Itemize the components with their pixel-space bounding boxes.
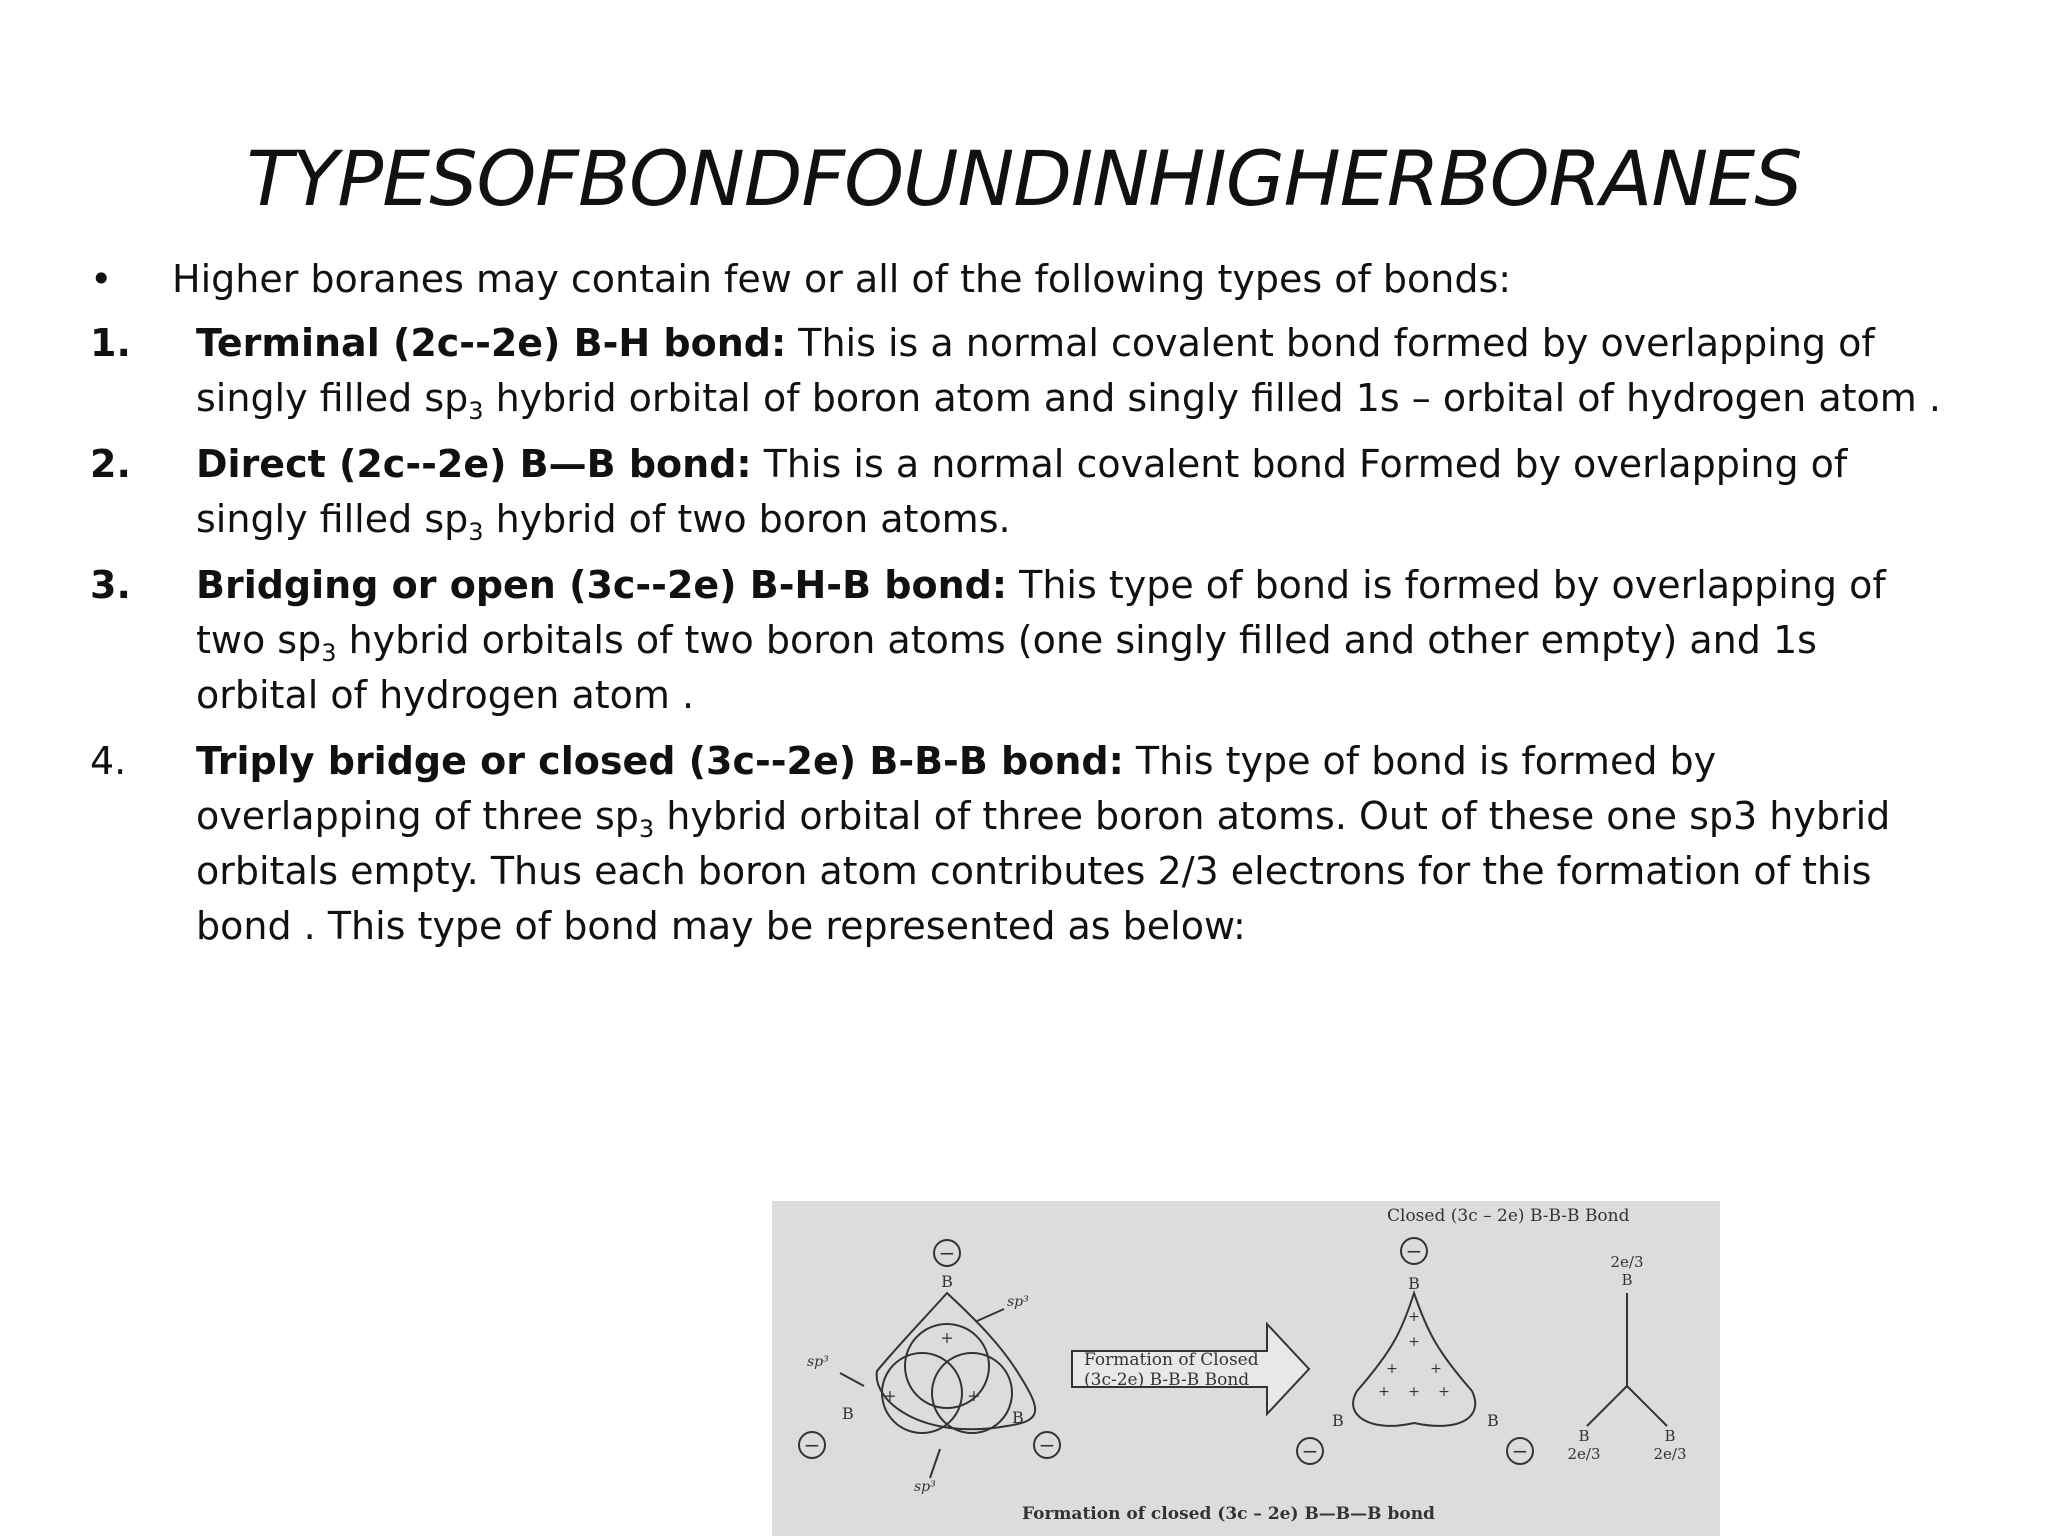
pointer-line bbox=[977, 1309, 1004, 1321]
item-heading: Direct (2c--2e) B—B bond: bbox=[196, 442, 752, 486]
orbital-overlap-diagram bbox=[799, 1240, 1060, 1495]
orbital-label: sp³ bbox=[1007, 1294, 1029, 1310]
plus-sign: + bbox=[1408, 1309, 1420, 1325]
plus-sign: + bbox=[940, 1328, 954, 1347]
item-heading: Bridging or open (3c--2e) B-H-B bond: bbox=[196, 563, 1008, 607]
item-text-cont: hybrid of two boron atoms. bbox=[483, 497, 1011, 541]
pointer-line bbox=[930, 1449, 940, 1478]
atom-label: B bbox=[941, 1272, 953, 1291]
item-number: 2. bbox=[90, 442, 131, 486]
charge-sign: − bbox=[1301, 1439, 1319, 1463]
item-number: 3. bbox=[90, 563, 131, 607]
charge-sign: − bbox=[1511, 1439, 1529, 1463]
closed-bond-title: Closed (3c – 2e) B-B-B Bond bbox=[1387, 1206, 1630, 1226]
subscript: 3 bbox=[638, 815, 655, 843]
electron-fraction: 2e/3 bbox=[1653, 1445, 1687, 1463]
atom-label: B bbox=[1332, 1411, 1344, 1430]
plus-sign: + bbox=[1378, 1384, 1390, 1400]
formation-arrow bbox=[1072, 1324, 1309, 1414]
electron-fraction: 2e/3 bbox=[1610, 1253, 1644, 1271]
item-text-cont: hybrid orbital of boron atom and singly filled 1s – orbital of hydrogen atom . bbox=[483, 376, 1941, 420]
atom-label: B bbox=[1578, 1427, 1590, 1445]
plus-sign: + bbox=[1438, 1384, 1450, 1400]
plus-sign: + bbox=[1408, 1384, 1420, 1400]
bond-item-1 bbox=[90, 316, 1950, 426]
closed-bond-diagram bbox=[1297, 1206, 1633, 1464]
orbital-label: sp³ bbox=[807, 1354, 829, 1370]
item-number: 1. bbox=[90, 321, 131, 365]
bond-line bbox=[1627, 1386, 1667, 1426]
bond-item-2 bbox=[90, 437, 1950, 547]
subscript: 3 bbox=[468, 397, 484, 425]
item-heading: Triply bridge or closed (3c--2e) B-B-B bond: bbox=[196, 739, 1124, 783]
item-text: This type of bond is formed by overlapping of three sp bbox=[196, 739, 1717, 838]
bond-item-3 bbox=[90, 558, 1950, 723]
subscript: 3 bbox=[468, 518, 484, 546]
charge-sign: − bbox=[1038, 1433, 1056, 1457]
charge-sign: − bbox=[1405, 1239, 1423, 1263]
bond-line bbox=[1587, 1386, 1627, 1426]
pointer-line bbox=[840, 1373, 864, 1386]
bond-diagram-figure bbox=[772, 1201, 1720, 1536]
bond-item-4 bbox=[90, 734, 1950, 954]
item-text: This type of bond is formed by overlapping of two sp bbox=[196, 563, 1886, 662]
plus-sign: + bbox=[1386, 1361, 1398, 1377]
item-text-cont: hybrid orbital of three boron atoms. Out of these one sp3 hybrid orbitals empty. Thus each boron atom contributes 2/3 electrons for the formation of this bond . This type of bond may be represented as below: bbox=[196, 794, 1891, 948]
item-text: This is a normal covalent bond formed by overlapping of singly filled sp bbox=[196, 321, 1875, 420]
plus-sign: + bbox=[967, 1386, 981, 1405]
arrow-label-line2: (3c-2e) B-B-B Bond bbox=[1084, 1370, 1250, 1390]
atom-label: B bbox=[1408, 1274, 1420, 1293]
arrow-label-line1: Formation of Closed bbox=[1084, 1350, 1259, 1370]
atom-label: B bbox=[842, 1404, 854, 1423]
electron-fraction: 2e/3 bbox=[1567, 1445, 1601, 1463]
plus-sign: + bbox=[883, 1386, 897, 1405]
subscript: 3 bbox=[321, 639, 337, 667]
slide-title: TYPESOFBONDFOUNDINHIGHERBORANES bbox=[246, 133, 1802, 223]
item-number: 4. bbox=[90, 739, 127, 783]
atom-label: B bbox=[1487, 1411, 1499, 1430]
item-text: This is a normal covalent bond Formed by overlapping of singly filled sp bbox=[196, 442, 1848, 541]
orbital-label: sp³ bbox=[914, 1479, 936, 1495]
atom-label: B bbox=[1012, 1408, 1024, 1427]
plus-sign: + bbox=[1408, 1334, 1420, 1350]
atom-label: B bbox=[1664, 1427, 1676, 1445]
atom-label: B bbox=[1621, 1271, 1633, 1289]
item-text-cont: hybrid orbitals of two boron atoms (one singly filled and other empty) and 1s orbital of hydrogen atom . bbox=[196, 618, 1817, 717]
item-heading: Terminal (2c--2e) B-H bond: bbox=[196, 321, 787, 365]
charge-sign: − bbox=[938, 1241, 956, 1265]
y-representation bbox=[1567, 1253, 1686, 1463]
bullet-marker: • bbox=[90, 257, 113, 301]
intro-text: Higher boranes may contain few or all of the following types of bonds: bbox=[172, 257, 1512, 301]
charge-sign: − bbox=[803, 1433, 821, 1457]
plus-sign: + bbox=[1430, 1361, 1442, 1377]
figure-caption: Formation of closed (3c – 2e) B—B—B bond bbox=[1022, 1504, 1435, 1524]
